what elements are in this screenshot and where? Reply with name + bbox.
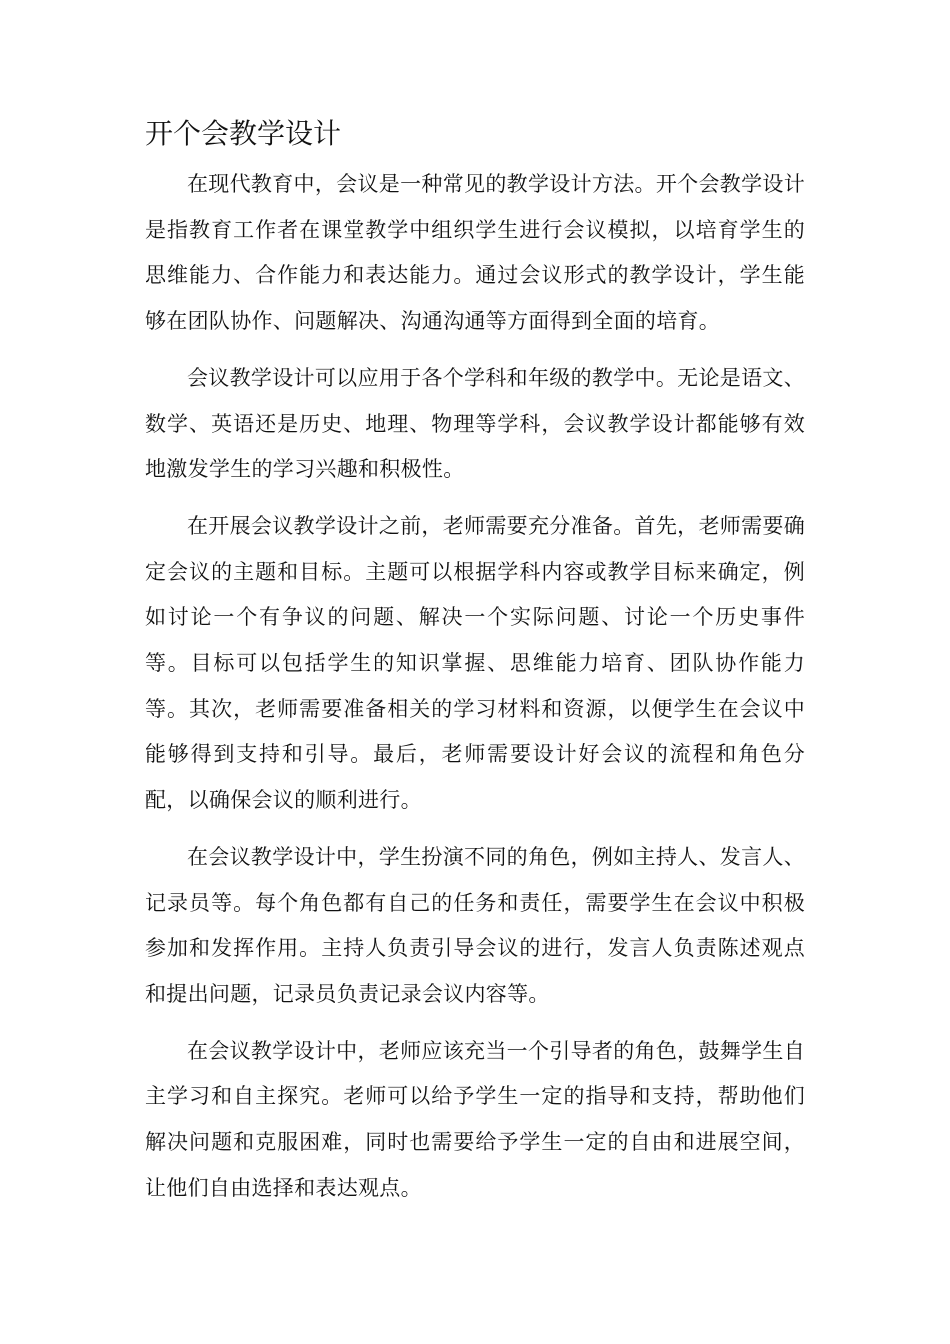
document-page [145,112,805,1222]
paragraph-4: 在会议教学设计中，学生扮演不同的角色，例如主持人、发言人、记录员等。每个角色都有自己的任务和责任，需要学生在会议中积极参加和发挥作用。主持人负责引导会议的进行，发言人负责陈述观点和提出问题，记录员负责记录会议内容等。 [145,844,805,1006]
paragraph-1: 在现代教育中，会议是一种常见的教学设计方法。开个会教学设计是指教育工作者在课堂教学中组织学生进行会议模拟，以培育学生的思维能力、合作能力和表达能力。通过会议形式的教学设计，学生能够在团队协作、问题解决、沟通沟通等方面得到全面的培育。 [145,172,805,334]
paragraph-5: 在会议教学设计中，老师应该充当一个引导者的角色，鼓舞学生自主学习和自主探究。老师可以给予学生一定的指导和支持，帮助他们解决问题和克服困难，同时也需要给予学生一定的自由和进展空间，让他们自由选择和表达观点。 [145,1038,805,1200]
paragraph-2: 会议教学设计可以应用于各个学科和年级的教学中。无论是语文、数学、英语还是历史、地理、物理等学科，会议教学设计都能够有效地激发学生的学习兴趣和积极性。 [145,365,805,482]
document-title: 开个会教学设计 [145,117,342,150]
paragraph-3: 在开展会议教学设计之前，老师需要充分准备。首先，老师需要确定会议的主题和目标。主题可以根据学科内容或教学目标来确定，例如讨论一个有争议的问题、解决一个实际问题、讨论一个历史事件等。目标可以包括学生的知识掌握、思维能力培育、团队协作能力等。其次，老师需要准备相关的学习材料和资源，以便学生在会议中能够得到支持和引导。最后，老师需要设计好会议的流程和角色分配，以确保会议的顺利进行。 [145,513,805,813]
